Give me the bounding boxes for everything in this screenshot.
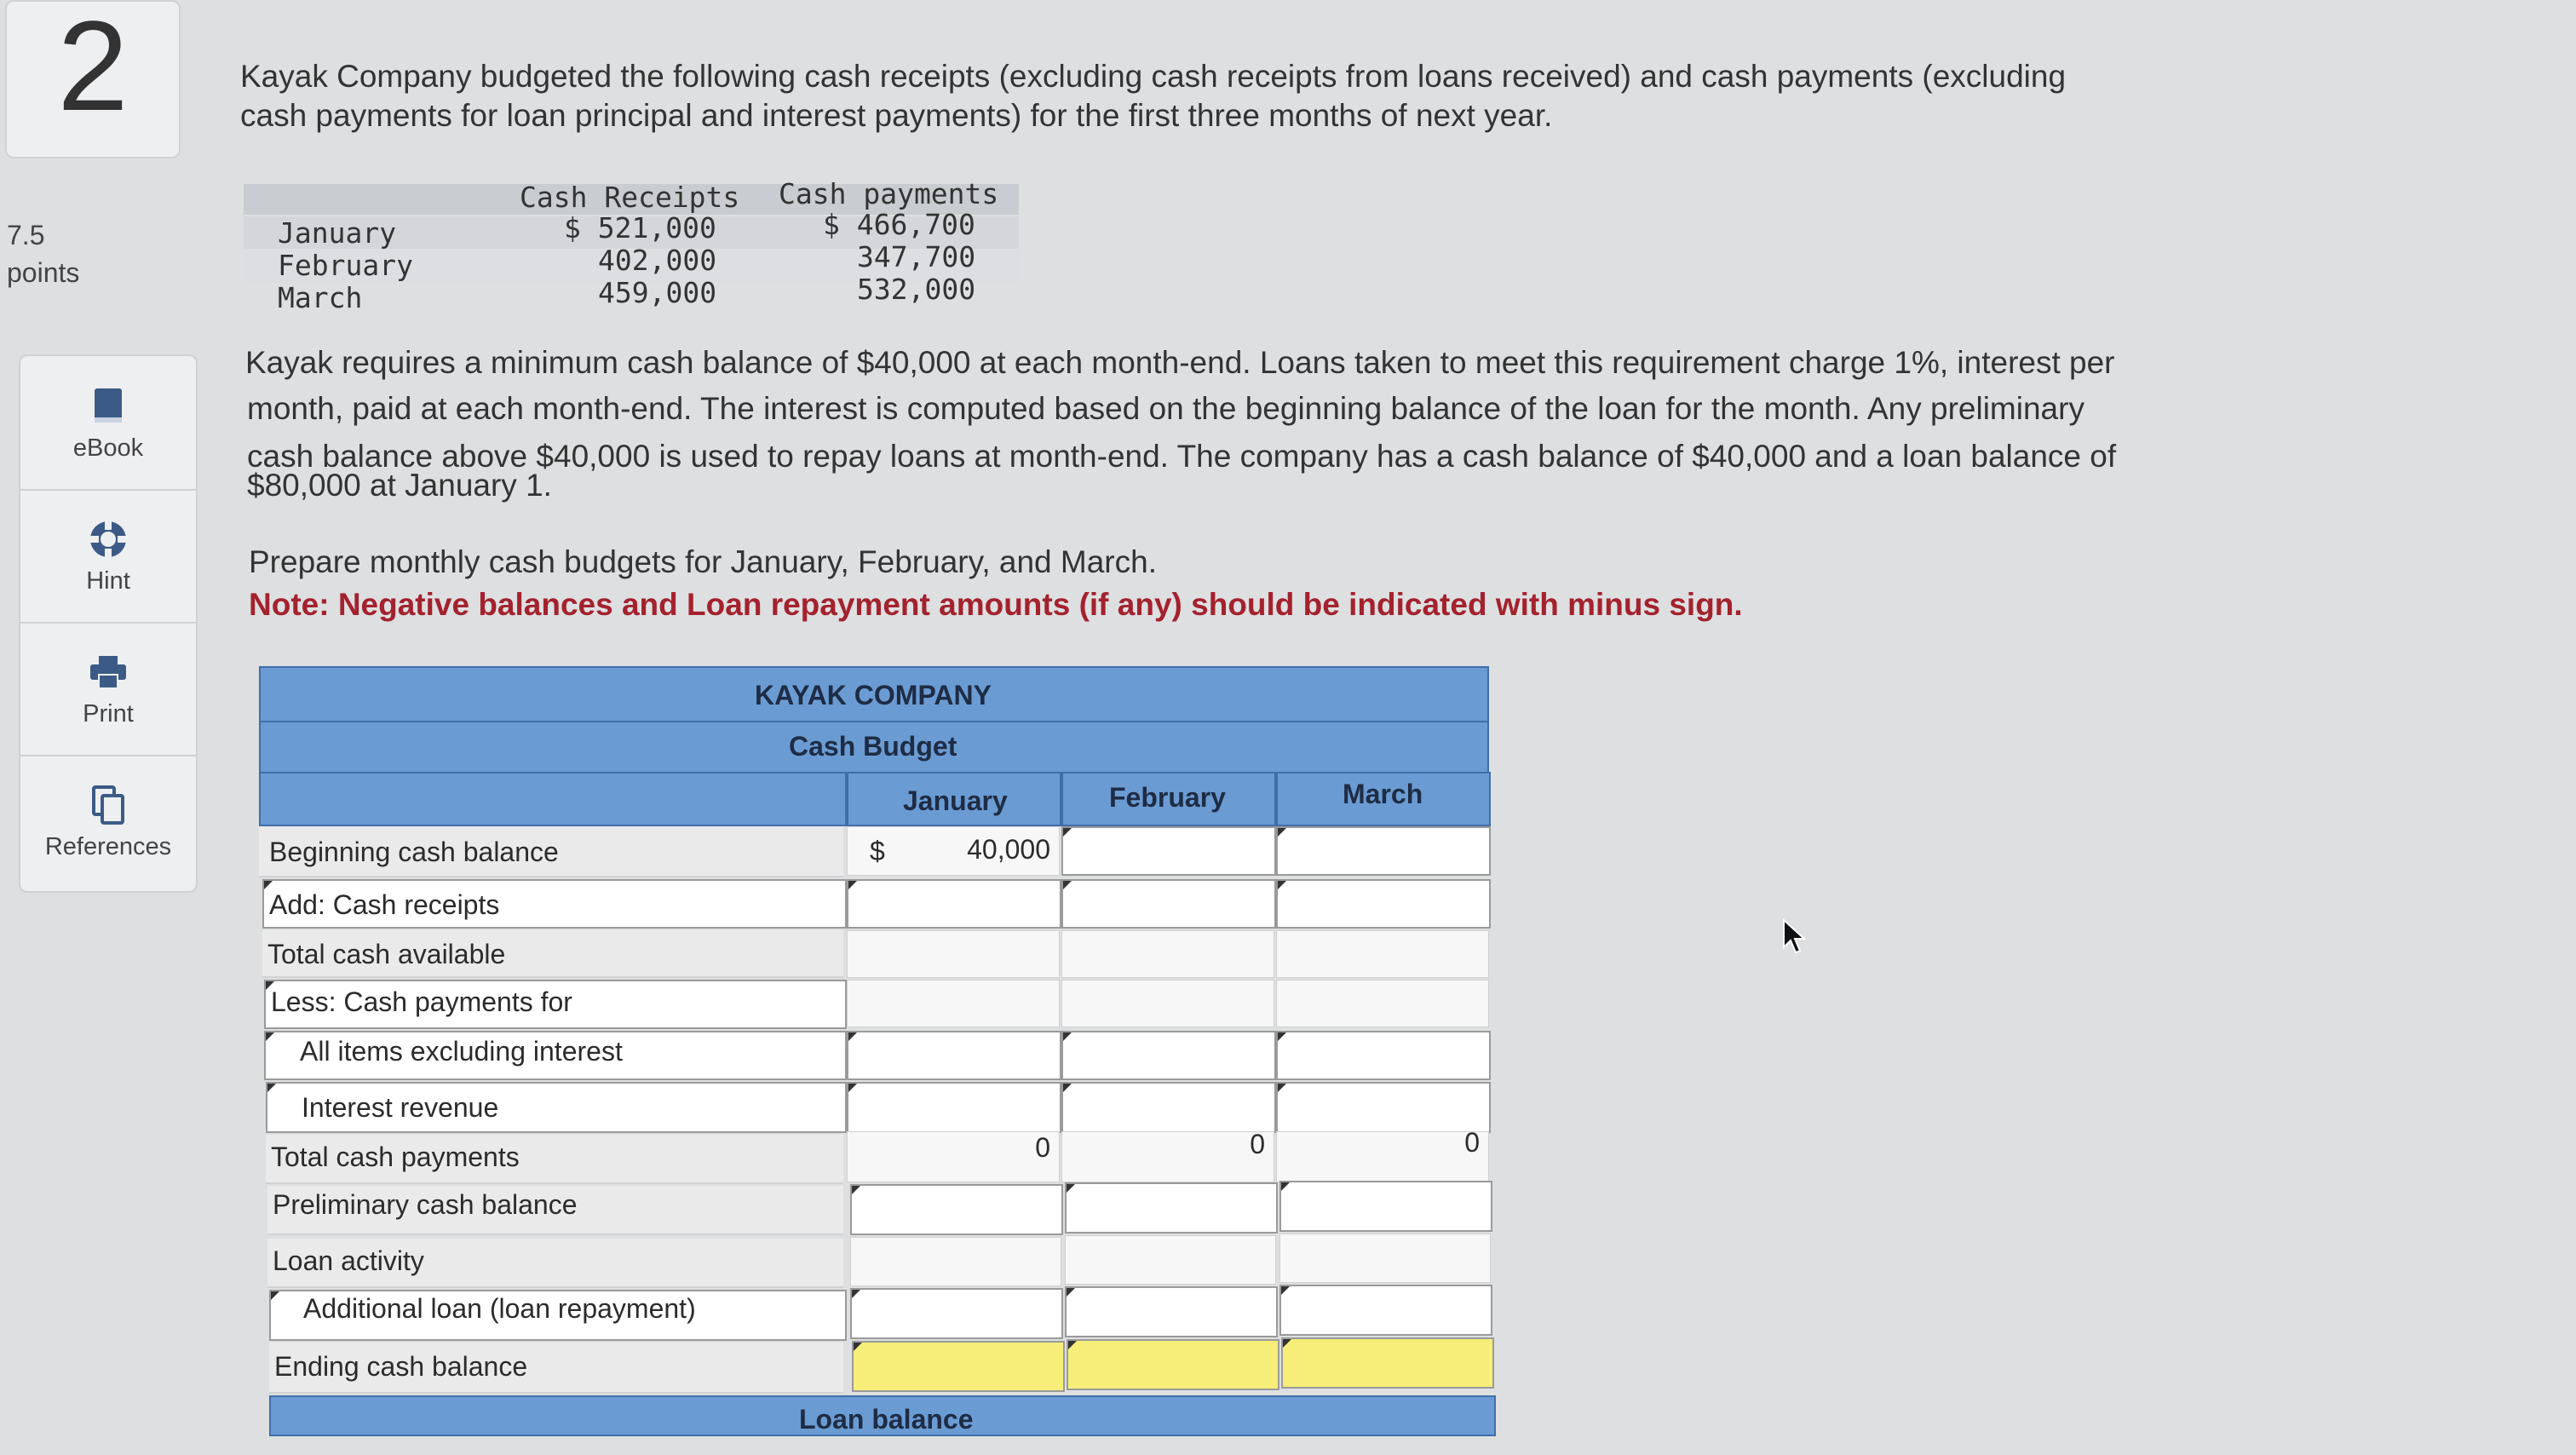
given-month: March bbox=[278, 281, 363, 314]
row-label-total-payments: Total cash payments bbox=[266, 1135, 843, 1184]
budget-title: Cash Budget bbox=[789, 731, 957, 762]
label-column-header bbox=[259, 772, 847, 826]
row-label-preliminary: Preliminary cash balance bbox=[267, 1186, 843, 1235]
printer-icon bbox=[87, 651, 129, 693]
intro-line-1: Kayak Company budgeted the following cash receipts (excluding cash receipts from loans received) and cash payments (excluding bbox=[240, 59, 2067, 94]
input-mar-all-items[interactable] bbox=[1276, 1031, 1491, 1080]
documents-icon bbox=[87, 784, 129, 826]
print-button[interactable] bbox=[20, 622, 196, 756]
requirement-line-1: Kayak requires a minimum cash balance of $40,000 at each month-end. Loans taken to meet this requirement charge 1%, interest per bbox=[245, 345, 2115, 380]
intro-line-2: cash payments for loan principal and interest payments) for the first three months of next year. bbox=[240, 98, 1553, 133]
input-feb-ending-cash[interactable] bbox=[1067, 1339, 1279, 1390]
note-text: Note: Negative balances and Loan repayment amounts (if any) should be indicated with minus sign. bbox=[249, 587, 1743, 622]
input-mar-preliminary[interactable] bbox=[1279, 1181, 1492, 1232]
given-header-receipts: Cash Receipts bbox=[520, 181, 740, 214]
lifebuoy-icon bbox=[87, 518, 129, 561]
cell-jan-total-available bbox=[847, 930, 1060, 978]
row-label-less-payments[interactable]: Less: Cash payments for bbox=[264, 980, 847, 1029]
input-mar-ending-cash[interactable] bbox=[1281, 1337, 1494, 1389]
given-receipts: $ 521,000 bbox=[564, 211, 716, 244]
input-jan-preliminary[interactable] bbox=[850, 1184, 1063, 1235]
input-jan-all-items[interactable] bbox=[847, 1031, 1061, 1080]
column-header-january: January bbox=[847, 772, 1061, 826]
input-jan-ending-cash[interactable] bbox=[852, 1341, 1065, 1392]
references-button[interactable] bbox=[20, 755, 196, 888]
given-receipts: 459,000 bbox=[598, 276, 717, 309]
input-jan-interest[interactable] bbox=[847, 1082, 1061, 1133]
instruction-text: Prepare monthly cash budgets for January, February, and March. bbox=[249, 544, 1157, 579]
cell-mar-loan-activity bbox=[1279, 1234, 1491, 1283]
row-label-all-items[interactable]: All items excluding interest bbox=[264, 1031, 847, 1080]
title-header bbox=[259, 721, 1489, 774]
input-mar-additional-loan[interactable] bbox=[1279, 1285, 1492, 1336]
cell-feb-total-available bbox=[1061, 930, 1274, 978]
cell-mar-total-payments: 0 bbox=[1276, 1131, 1489, 1182]
cell-mar-total-available bbox=[1276, 930, 1489, 978]
input-jan-additional-loan[interactable] bbox=[850, 1288, 1063, 1339]
given-payments: $ 466,700 bbox=[823, 208, 975, 241]
input-feb-beginning-cash[interactable] bbox=[1061, 826, 1276, 876]
given-payments: 532,000 bbox=[857, 273, 976, 306]
hint-button[interactable] bbox=[20, 489, 196, 624]
cell-mar-less-payments bbox=[1276, 980, 1489, 1027]
input-feb-all-items[interactable] bbox=[1061, 1031, 1276, 1080]
input-feb-interest[interactable] bbox=[1061, 1082, 1276, 1133]
input-feb-additional-loan[interactable] bbox=[1065, 1286, 1278, 1337]
given-data-table bbox=[244, 175, 1019, 315]
cell-feb-less-payments bbox=[1061, 980, 1274, 1027]
given-month: February bbox=[278, 249, 413, 282]
column-header-february: February bbox=[1061, 772, 1276, 826]
company-name: KAYAK COMPANY bbox=[755, 680, 992, 710]
mouse-cursor-icon bbox=[1782, 918, 1808, 956]
row-label-beginning-cash: Beginning cash balance bbox=[259, 826, 843, 877]
row-label-interest[interactable]: Interest revenue bbox=[266, 1082, 847, 1133]
print-label: Print bbox=[83, 700, 134, 728]
input-feb-preliminary[interactable] bbox=[1065, 1182, 1278, 1234]
cash-budget-table bbox=[259, 666, 1494, 1433]
given-payments: 347,700 bbox=[857, 240, 976, 273]
input-feb-receipts[interactable] bbox=[1061, 879, 1276, 929]
input-mar-beginning-cash[interactable] bbox=[1276, 826, 1491, 876]
requirement-line-4: $80,000 at January 1. bbox=[247, 468, 552, 503]
side-tools-panel bbox=[19, 354, 198, 893]
cell-feb-loan-activity bbox=[1065, 1235, 1276, 1285]
row-label-ending-cash: Ending cash balance bbox=[269, 1343, 843, 1394]
hint-label: Hint bbox=[86, 567, 130, 595]
row-label-additional-loan[interactable]: Additional loan (loan repayment) bbox=[269, 1290, 847, 1341]
cell-jan-beginning-cash: $ 40,000 bbox=[847, 826, 1060, 876]
points-info bbox=[7, 216, 79, 291]
ebook-label: eBook bbox=[72, 434, 144, 462]
input-mar-interest[interactable] bbox=[1276, 1082, 1491, 1133]
input-mar-receipts[interactable] bbox=[1276, 879, 1491, 929]
given-month: January bbox=[278, 216, 397, 250]
input-jan-receipts[interactable] bbox=[847, 879, 1061, 929]
cell-jan-loan-activity bbox=[850, 1237, 1061, 1286]
requirement-line-3: cash balance above $40,000 is used to repay loans at month-end. The company has a cash balance of $40,000 and a loan balance of bbox=[247, 439, 2117, 474]
given-receipts: 402,000 bbox=[598, 244, 717, 277]
question-number: 2 bbox=[5, 0, 181, 158]
points-label: points bbox=[7, 257, 80, 288]
requirement-line-2: month, paid at each month-end. The interest is computed based on the beginning balance of the loan for the month. Any preliminary bbox=[247, 391, 2084, 426]
row-label-add-receipts[interactable]: Add: Cash receipts bbox=[262, 879, 847, 929]
cell-jan-total-payments: 0 bbox=[847, 1131, 1060, 1182]
cell-feb-total-payments: 0 bbox=[1061, 1131, 1274, 1182]
ebook-button[interactable] bbox=[20, 356, 196, 491]
references-label: References bbox=[44, 833, 172, 860]
row-label-total-available: Total cash available bbox=[262, 930, 843, 978]
company-header bbox=[259, 666, 1489, 722]
loan-balance-header: Loan balance bbox=[269, 1395, 1496, 1436]
given-header-payments: Cash payments bbox=[779, 177, 999, 210]
book-icon bbox=[87, 385, 129, 428]
points-value: 7.5 bbox=[7, 220, 45, 250]
row-label-loan-activity: Loan activity bbox=[267, 1239, 843, 1288]
column-header-march: March bbox=[1276, 772, 1491, 826]
cell-jan-less-payments bbox=[847, 980, 1060, 1027]
